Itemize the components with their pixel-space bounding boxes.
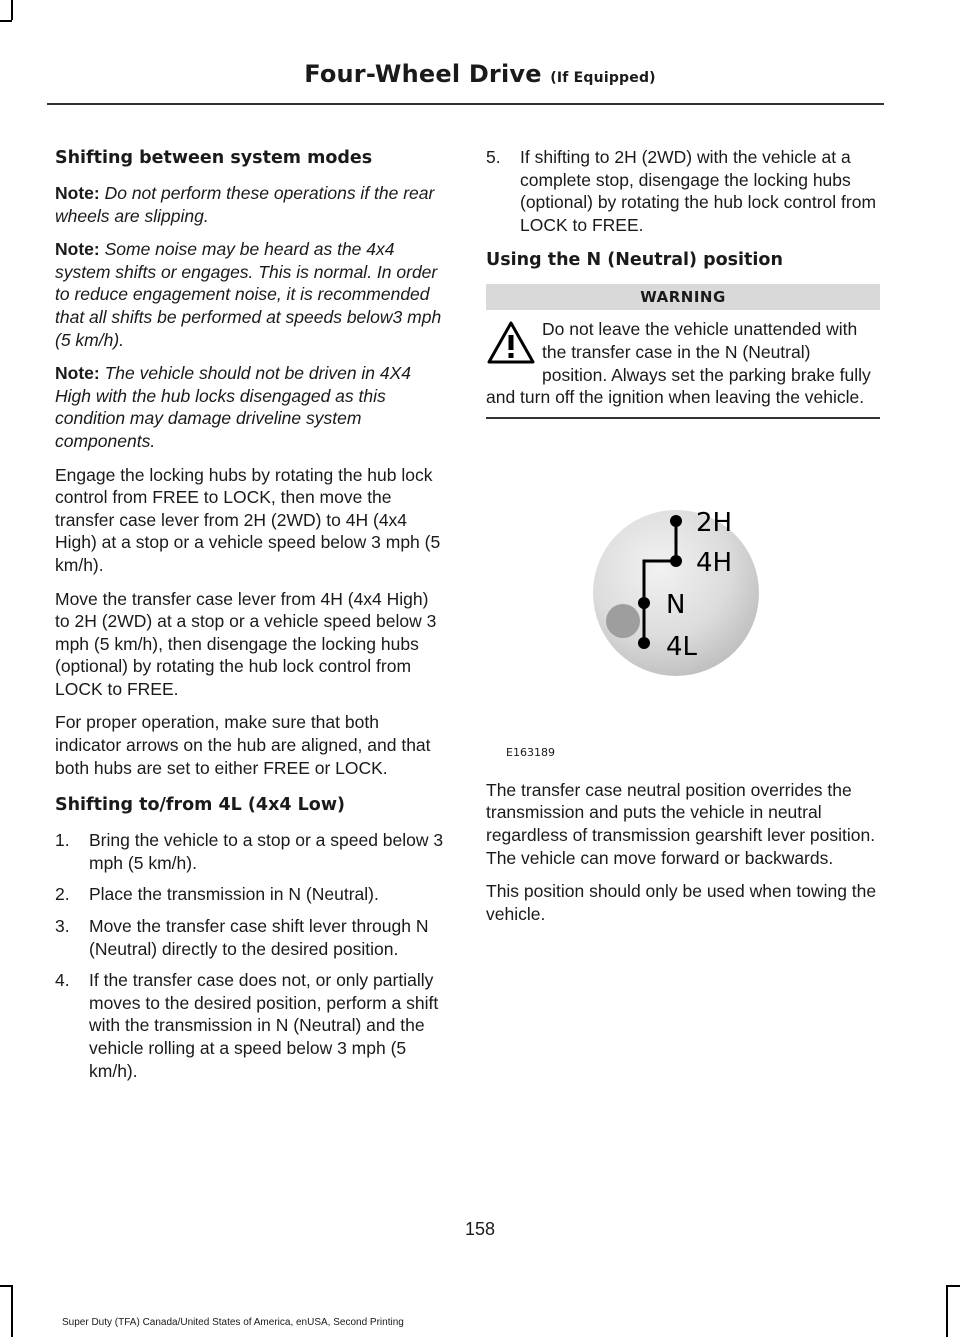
steps-list [486, 146, 880, 236]
step-text: Bring the vehicle to a stop or a speed below 3 mph (5 km/h). [89, 830, 444, 873]
position-dot [670, 515, 682, 527]
figure-id: E163189 [506, 745, 555, 759]
left-column [55, 146, 447, 1091]
step-number: 4. [55, 970, 70, 991]
position-label-n: N [666, 589, 686, 620]
step-text: If the transfer case does not, or only partially moves to the desired position, perform a shift with the transmission in N (Neutral) and the vehicle rolling at a speed below 3 mph (5 km/h). [89, 970, 439, 1081]
neutral-highlight [606, 604, 640, 638]
section-heading: Using the N (Neutral) position [486, 250, 783, 271]
list-item [55, 829, 447, 874]
header-title: Four-Wheel Drive [304, 60, 542, 88]
right-column [486, 146, 880, 936]
step-text: Move the transfer case shift lever through N (Neutral) directly to the desired position. [89, 916, 429, 959]
note-text: Some noise may be heard as the 4x4 system shifts or engages. This is normal. In order to reduce engagement noise, it is recommended that all shifts be performed at speeds below3 mph (5 km/h). [55, 239, 442, 350]
crop-mark [0, 20, 12, 22]
crop-mark [11, 0, 13, 20]
position-dot [670, 555, 682, 567]
section-heading: Shifting between system modes [55, 148, 373, 168]
position-dot [638, 637, 650, 649]
position-label-4l: 4L [666, 631, 698, 662]
step-number: 3. [55, 916, 70, 937]
note [55, 238, 447, 351]
footer-text: Super Duty (TFA) Canada/United States of America, enUSA, Second Printing [62, 1317, 404, 1328]
body-paragraph: The transfer case neutral position overrides the transmission and puts the vehicle in neutral regardless of transmission gearshift lever position. The vehicle can move forward or backwards. [486, 779, 876, 868]
page-header [0, 60, 960, 88]
note-text: Do not perform these operations if the rear wheels are slipping. [55, 183, 435, 226]
warning-text: Do not leave the vehicle unattended with the transfer case in the N (Neutral) position. Always set the parking brake fully and turn off the ignition when leaving the vehicle. [486, 319, 871, 408]
crop-mark [11, 1285, 13, 1337]
position-label-4h: 4H [696, 547, 733, 578]
step-number: 2. [55, 884, 70, 905]
list-item [55, 883, 447, 906]
step-text: If shifting to 2H (2WD) with the vehicle at a complete stop, disengage the locking hubs (optional) by rotating the hub lock control from LOCK to FREE. [520, 147, 877, 235]
header-rule [47, 103, 884, 105]
position-label-2h: 2H [696, 507, 733, 538]
note-label: Note: [55, 363, 100, 384]
step-number: 5. [486, 147, 501, 167]
steps-list [55, 829, 447, 1082]
note-label: Note: [55, 183, 100, 203]
list-item [55, 969, 447, 1082]
crop-mark [0, 1285, 12, 1287]
note-text: The vehicle should not be driven in 4X4 High with the hub locks disengaged as this condition may damage driveline system components. [55, 363, 412, 451]
note [55, 182, 447, 227]
body-paragraph: This position should only be used when towing the vehicle. [486, 881, 877, 924]
note-label: Note: [55, 239, 100, 260]
transfer-case-diagram [486, 443, 880, 773]
body-paragraph: For proper operation, make sure that both indicator arrows on the hub are aligned, and that both hubs are set to either FREE or LOCK. [55, 712, 431, 778]
body-paragraph: Move the transfer case lever from 4H (4x4 High) to 2H (2WD) at a stop or a vehicle speed below 3 mph (5 km/h), then disengage the locking hubs (optional) by rotating the hub lock control from LOCK to FREE. [55, 588, 437, 699]
step-text: Place the transmission in N (Neutral). [89, 884, 379, 905]
warning-box [486, 310, 880, 418]
list-item [486, 146, 880, 236]
position-dot [638, 597, 650, 609]
header-subtitle: (If Equipped) [550, 70, 656, 86]
step-number: 1. [55, 830, 70, 851]
warning-triangle-icon [486, 320, 536, 366]
list-item [55, 915, 447, 960]
note [55, 362, 447, 452]
page-number: 158 [464, 1219, 496, 1239]
section-heading: Shifting to/from 4L (4x4 Low) [55, 795, 345, 816]
crop-mark [946, 1285, 960, 1287]
warning-rule [486, 417, 880, 419]
crop-mark [946, 1285, 948, 1337]
warning-banner: WARNING [486, 284, 880, 310]
body-paragraph: Engage the locking hubs by rotating the hub lock control from FREE to LOCK, then move the transfer case lever from 2H (2WD) to 4H (4x4 High) at a stop or a vehicle speed below 3 mph (5 km/h). [55, 464, 441, 575]
